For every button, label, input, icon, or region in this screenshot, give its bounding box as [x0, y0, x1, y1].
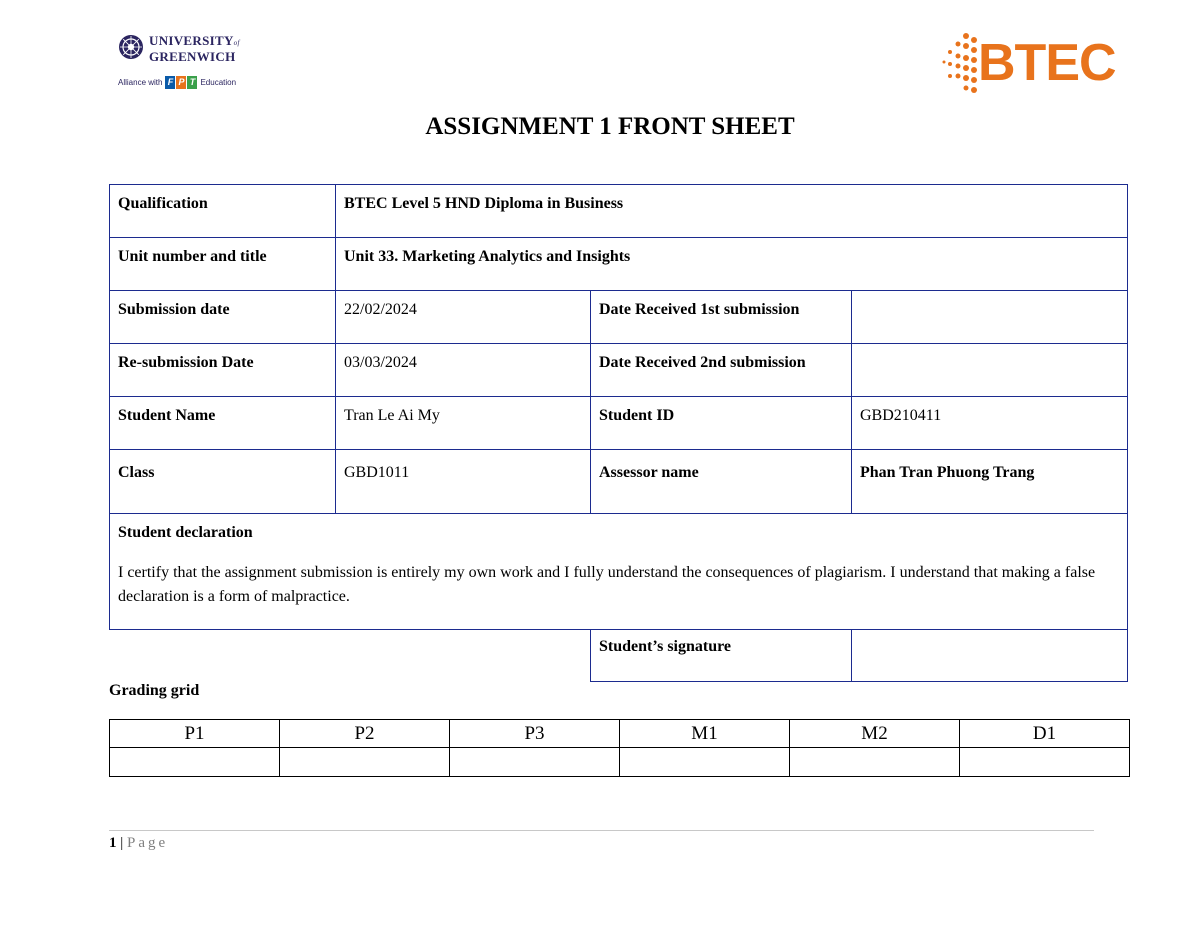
- grade-value-m2[interactable]: [790, 748, 960, 777]
- fpt-alliance-line: [118, 76, 236, 89]
- grade-value-p3[interactable]: [450, 748, 620, 777]
- assessor-label: Assessor name: [591, 450, 852, 514]
- class-value: GBD1011: [336, 450, 591, 514]
- student-id-value: GBD210411: [852, 397, 1128, 450]
- page-word: Page: [127, 835, 169, 851]
- page-title: ASSIGNMENT 1 FRONT SHEET: [425, 113, 795, 140]
- unit-value: Unit 33. Marketing Analytics and Insights: [336, 238, 1128, 291]
- submission-row: [110, 291, 1128, 344]
- resubmission-date-value: 03/03/2024: [336, 344, 591, 397]
- qualification-value: BTEC Level 5 HND Diploma in Business: [336, 185, 1128, 238]
- signature-field[interactable]: [852, 630, 1128, 682]
- grade-header-m2: M2: [790, 720, 960, 748]
- resubmission-date-label: Re-submission Date: [110, 344, 336, 397]
- grade-value-d1[interactable]: [960, 748, 1130, 777]
- btec-logo: [936, 30, 1126, 96]
- grade-header-p2: P2: [280, 720, 450, 748]
- blank-cell: [336, 630, 591, 682]
- unit-row: [110, 238, 1128, 291]
- submission-date-value: 22/02/2024: [336, 291, 591, 344]
- grade-header-p1: P1: [110, 720, 280, 748]
- university-name: UNIVERSITYof GREENWICH: [149, 33, 240, 64]
- grade-value-m1[interactable]: [620, 748, 790, 777]
- fpt-logo: F P T: [165, 76, 197, 89]
- greenwich-seal-icon: [118, 34, 144, 60]
- unit-label: Unit number and title: [110, 238, 336, 291]
- page-footer: [109, 835, 168, 852]
- assessor-value: Phan Tran Phuong Trang: [852, 450, 1128, 514]
- date-received-1-value: [852, 291, 1128, 344]
- class-row: [110, 450, 1128, 514]
- date-received-1-label: Date Received 1st submission: [591, 291, 852, 344]
- declaration-heading: Student declaration: [118, 524, 253, 541]
- resubmission-row: [110, 344, 1128, 397]
- grading-value-row: [110, 748, 1130, 777]
- signature-row: [110, 630, 1128, 682]
- student-name-label: Student Name: [110, 397, 336, 450]
- university-of-greenwich-logo: [118, 32, 248, 94]
- grade-header-d1: D1: [960, 720, 1130, 748]
- class-label: Class: [110, 450, 336, 514]
- signature-label: Student’s signature: [591, 630, 852, 682]
- grading-grid-label: Grading grid: [109, 682, 200, 699]
- submission-date-label: Submission date: [110, 291, 336, 344]
- qualification-label: Qualification: [110, 185, 336, 238]
- alliance-text: Alliance with: [118, 78, 163, 87]
- grading-grid-table: [109, 719, 1130, 777]
- qualification-row: [110, 185, 1128, 238]
- btec-dots-icon: [936, 30, 980, 96]
- grade-value-p2[interactable]: [280, 748, 450, 777]
- grade-value-p1[interactable]: [110, 748, 280, 777]
- page-number: 1: [109, 835, 117, 851]
- footer-separator: |: [120, 835, 124, 851]
- education-text: Education: [200, 78, 237, 87]
- student-id-label: Student ID: [591, 397, 852, 450]
- student-row: [110, 397, 1128, 450]
- front-sheet-table: [109, 184, 1128, 682]
- date-received-2-value: [852, 344, 1128, 397]
- grade-header-p3: P3: [450, 720, 620, 748]
- blank-cell: [110, 630, 336, 682]
- declaration-cell: [110, 514, 1128, 630]
- declaration-text: I certify that the assignment submission is entirely my own work and I fully understand the consequences of plagiarism. I understand that making a false declaration is a form of malpractice.: [118, 564, 1096, 605]
- grading-header-row: [110, 720, 1130, 748]
- declaration-row: [110, 514, 1128, 630]
- btec-logo-text: BTEC: [978, 34, 1116, 92]
- date-received-2-label: Date Received 2nd submission: [591, 344, 852, 397]
- grade-header-m1: M1: [620, 720, 790, 748]
- footer-divider: [109, 830, 1094, 831]
- student-name-value: Tran Le Ai My: [336, 397, 591, 450]
